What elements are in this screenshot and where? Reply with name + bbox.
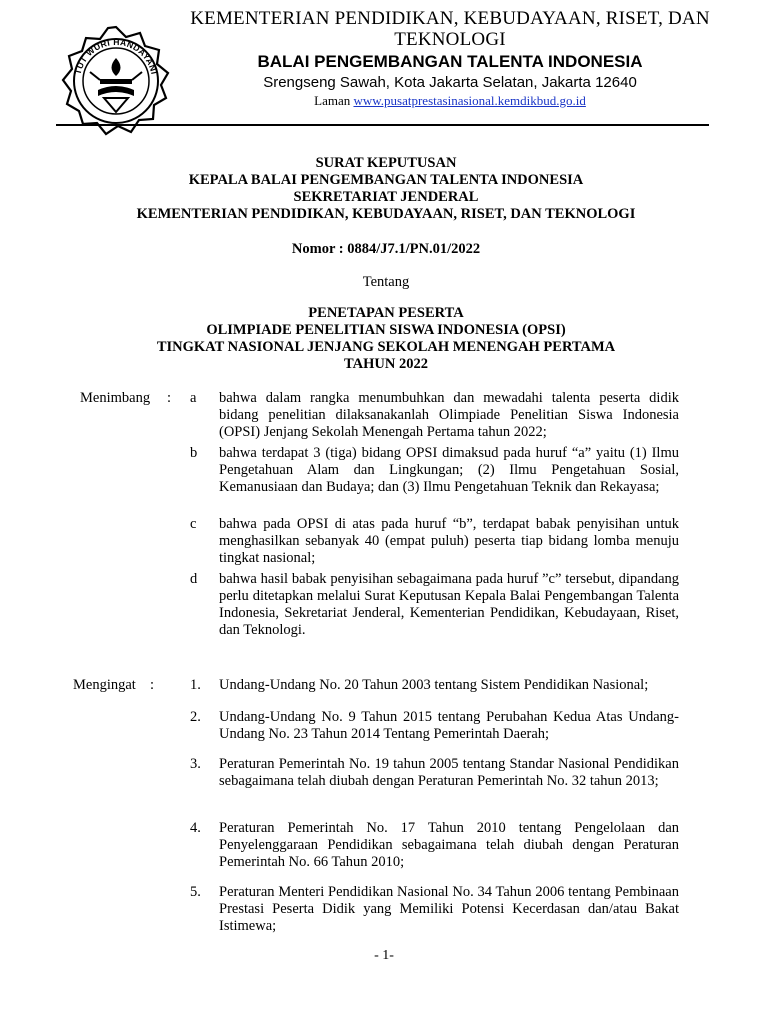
tut-wuri-handayani-logo-icon (60, 24, 172, 136)
title-line-4: KEMENTERIAN PENDIDIKAN, KEBUDAYAAN, RISET, DAN TEKNOLOGI (136, 206, 636, 222)
page-number: - 1- (374, 948, 394, 963)
institution-address: Srengseng Sawah, Kota Jakarta Selatan, Jakarta 12640 (263, 74, 637, 91)
menimbang-item-d-letter: d (190, 571, 198, 587)
subject-line-1: PENETAPAN PESERTA (308, 305, 464, 321)
ministry-name: KEMENTERIAN PENDIDIKAN, KEBUDAYAAN, RISET, DAN TEKNOLOGI (190, 8, 710, 50)
menimbang-label: Menimbang (80, 390, 151, 406)
decree-number: Nomor : 0884/J7.1/PN.01/2022 (291, 241, 481, 257)
decree-title (56, 155, 716, 223)
svg-text:TUT WURI HANDAYANI: TUT WURI HANDAYANI (72, 36, 160, 76)
menimbang-item-b-text: bahwa terdapat 3 (tiga) bidang OPSI dimaksud pada huruf “a” yaitu (1) Ilmu Pengetahuan Alam dan Lingkungan; (2) Ilmu Pengetahuan Sosial, Kemanusiaan dan Budaya; dan (3) Ilmu Pengetahuan Teknik dan Rekayasa; (219, 445, 679, 495)
menimbang-item-c-letter: c (190, 516, 197, 532)
menimbang-colon: : (167, 390, 172, 406)
mengingat-item-5-num: 5. (190, 884, 201, 900)
mengingat-item-1-num: 1. (190, 677, 201, 693)
mengingat-item-4-text: Peraturan Pemerintah No. 17 Tahun 2010 tentang Pengelolaan dan Penyelenggaraan Pendidikan sebagaimana telah diubah dengan Peraturan Pemerintah No. 66 Tahun 2010; (219, 820, 679, 870)
menimbang-item-a-text: bahwa dalam rangka menumbuhkan dan mewadahi talenta peserta didik bidang penelitian dilaksanakanlah Olimpiade Penelitian Siswa Indonesia (OPSI) Jenjang Sekolah Menengah Pertama tahun 2022; (219, 390, 679, 440)
subject-line-2: OLIMPIADE PENELITIAN SISWA INDONESIA (OPSI) (206, 322, 566, 338)
subject-line-4: TAHUN 2022 (344, 356, 428, 372)
menimbang-item-a-letter: a (190, 390, 197, 406)
title-line-1: SURAT KEPUTUSAN (315, 155, 457, 171)
mengingat-item-3-num: 3. (190, 756, 201, 772)
mengingat-item-4-num: 4. (190, 820, 201, 836)
letterhead (180, 8, 720, 109)
title-line-3: SEKRETARIAT JENDERAL (293, 189, 479, 205)
mengingat-item-5-text: Peraturan Menteri Pendidikan Nasional No. 34 Tahun 2006 tentang Pembinaan Prestasi Peserta Didik yang Memiliki Potensi Kecerdasan dan/atau Bakat Istimewa; (219, 884, 679, 934)
tentang-label: Tentang (362, 274, 410, 290)
website-prefix: Laman (314, 93, 351, 108)
letterhead-divider (56, 124, 709, 126)
mengingat-item-2-num: 2. (190, 709, 201, 725)
title-line-2: KEPALA BALAI PENGEMBANGAN TALENTA INDONESIA (188, 172, 584, 188)
website-line (180, 93, 720, 109)
mengingat-item-3-text: Peraturan Pemerintah No. 19 tahun 2005 tentang Standar Nasional Pendidikan sebagaimana telah diubah dengan Peraturan Pemerintah No. 32 tahun 2013; (219, 756, 679, 789)
mengingat-colon: : (150, 677, 155, 693)
institution-name: BALAI PENGEMBANGAN TALENTA INDONESIA (257, 52, 643, 71)
mengingat-label: Mengingat (73, 677, 136, 693)
subject-line-3: TINGKAT NASIONAL JENJANG SEKOLAH MENENGAH PERTAMA (156, 339, 616, 355)
menimbang-item-d-text: bahwa hasil babak penyisihan sebagaimana pada huruf ”c” tersebut, dipandang perlu ditetapkan melalui Surat Keputusan Kepala Balai Pengembangan Talenta Indonesia, Sekretariat Jenderal, Kementerian Pendidikan, Kebudayaan, Riset, dan Teknologi. (219, 571, 679, 638)
mengingat-item-1-text: Undang-Undang No. 20 Tahun 2003 tentang Sistem Pendidikan Nasional; (219, 677, 649, 693)
menimbang-item-c-text: bahwa pada OPSI di atas pada huruf “b”, terdapat babak penyisihan untuk menghasilkan sebanyak 40 (empat puluh) peserta tiap bidang lomba menuju tingkat nasional; (219, 516, 679, 566)
website-link[interactable]: www.pusatprestasinasional.kemdikbud.go.id (353, 93, 586, 108)
menimbang-item-b-letter: b (190, 445, 198, 461)
mengingat-item-2-text: Undang-Undang No. 9 Tahun 2015 tentang Perubahan Kedua Atas Undang-Undang No. 23 Tahun 2014 Tentang Pemerintah Daerah; (219, 709, 679, 742)
decree-subject (56, 305, 716, 373)
